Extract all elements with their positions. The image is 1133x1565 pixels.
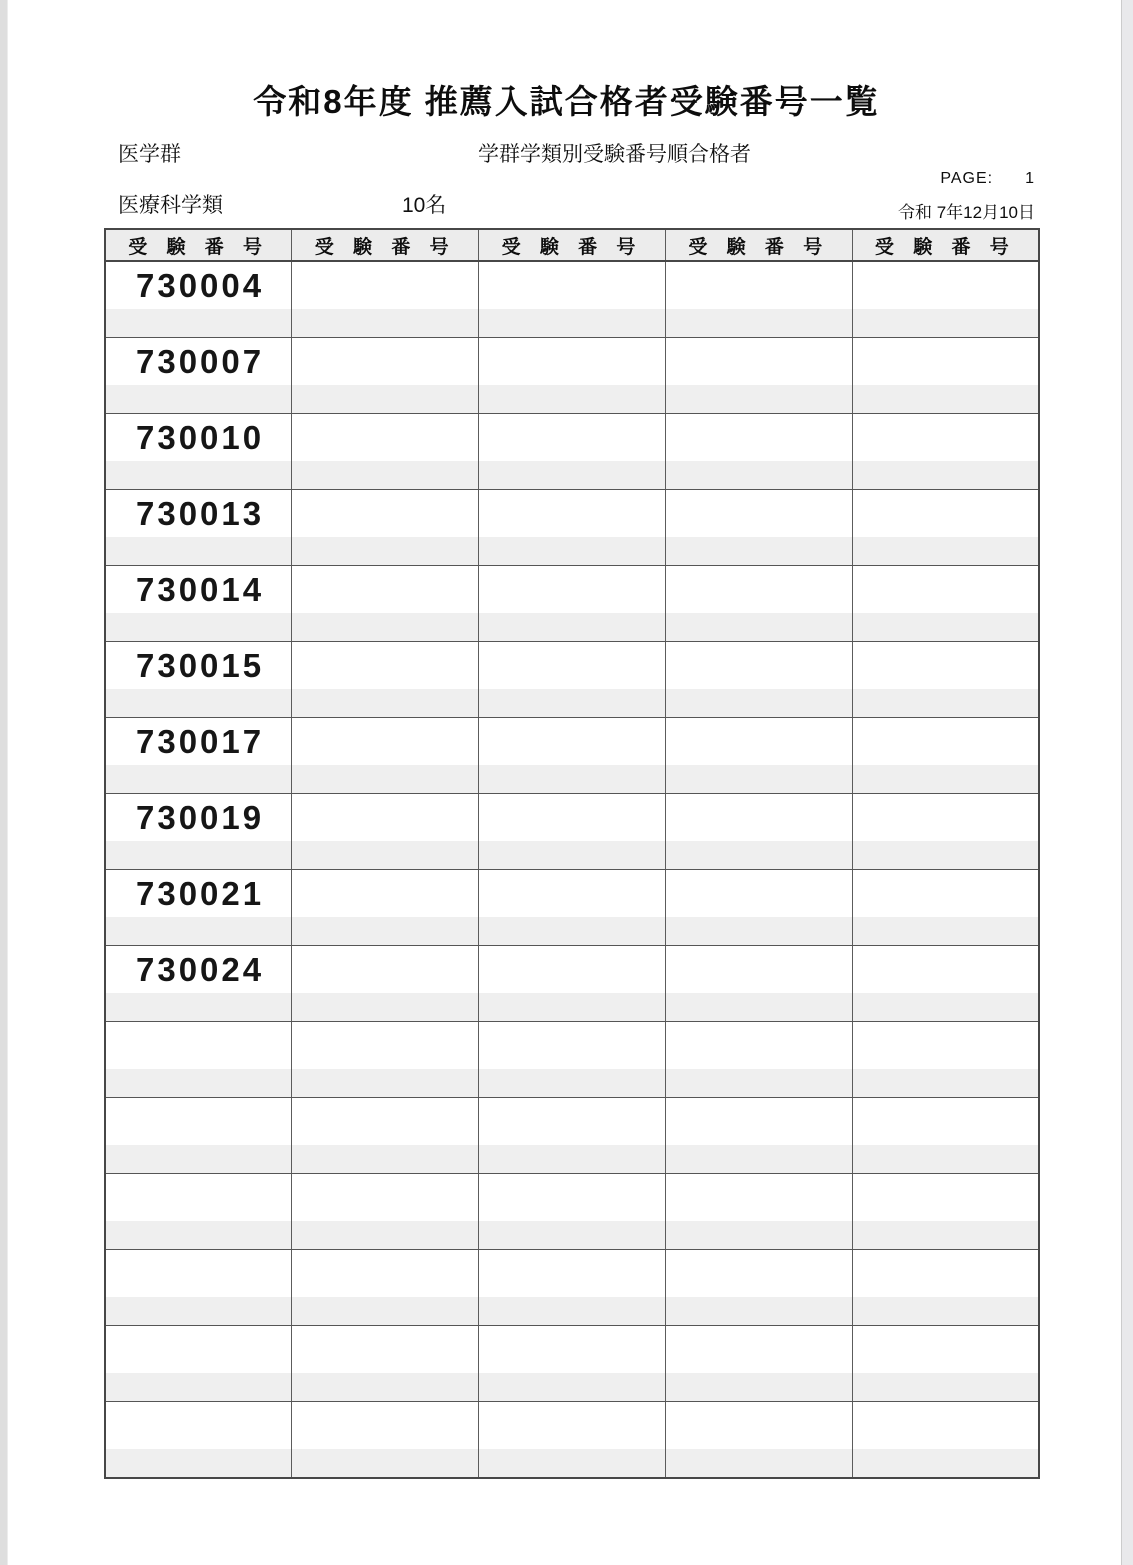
empty-cell: [292, 870, 479, 918]
empty-cell: [292, 946, 479, 994]
spacer-cell: [292, 841, 479, 870]
empty-cell: [292, 1174, 479, 1222]
empty-cell: [852, 414, 1039, 462]
empty-cell: [479, 794, 666, 842]
empty-cell: [479, 1250, 666, 1298]
empty-cell: [852, 642, 1039, 690]
spacer-row: [105, 1373, 1039, 1402]
page-label: PAGE:: [940, 170, 994, 187]
spacer-cell: [665, 1373, 852, 1402]
spacer-cell: [105, 309, 292, 338]
spacer-cell: [665, 689, 852, 718]
spacer-cell: [665, 385, 852, 414]
spacer-row: [105, 765, 1039, 794]
table-row: [105, 261, 1039, 309]
spacer-cell: [665, 309, 852, 338]
table-row: [105, 718, 1039, 766]
spacer-row: [105, 841, 1039, 870]
spacer-cell: [105, 1449, 292, 1478]
spacer-row: [105, 537, 1039, 566]
spacer-cell: [292, 613, 479, 642]
column-header-exam-number: 受 験 番 号: [292, 229, 479, 261]
empty-cell: [479, 414, 666, 462]
empty-cell: [479, 261, 666, 309]
spacer-cell: [852, 461, 1039, 490]
empty-cell: [292, 1250, 479, 1298]
empty-cell: [665, 261, 852, 309]
spacer-cell: [479, 1449, 666, 1478]
spacer-cell: [479, 461, 666, 490]
empty-cell: [292, 1098, 479, 1146]
empty-cell: [665, 946, 852, 994]
spacer-row: [105, 309, 1039, 338]
empty-cell: [665, 642, 852, 690]
page-number: 1: [1025, 170, 1035, 187]
spacer-cell: [665, 613, 852, 642]
spacer-cell: [852, 1373, 1039, 1402]
empty-cell: [852, 1174, 1039, 1222]
table-row: [105, 1250, 1039, 1298]
spacer-cell: [479, 765, 666, 794]
empty-cell: [292, 1402, 479, 1450]
spacer-cell: [105, 765, 292, 794]
empty-cell: [292, 718, 479, 766]
empty-cell: [479, 1022, 666, 1070]
spacer-cell: [479, 689, 666, 718]
spacer-cell: [292, 1221, 479, 1250]
department-label: 医療科学類: [118, 194, 223, 217]
spacer-row: [105, 461, 1039, 490]
pass-count: 10名: [402, 194, 447, 217]
spacer-cell: [665, 841, 852, 870]
spacer-cell: [292, 1069, 479, 1098]
empty-cell: [292, 794, 479, 842]
empty-cell: [852, 1250, 1039, 1298]
table-row: [105, 1022, 1039, 1070]
empty-cell: [479, 1174, 666, 1222]
empty-cell: [665, 718, 852, 766]
subtitle: 学群学類別受験番号順合格者: [478, 143, 751, 166]
empty-cell: [479, 566, 666, 614]
empty-cell: [479, 870, 666, 918]
empty-cell: [665, 794, 852, 842]
spacer-cell: [105, 1069, 292, 1098]
table-row: [105, 1174, 1039, 1222]
table-header-row: [105, 229, 1039, 261]
spacer-cell: [852, 1145, 1039, 1174]
spacer-cell: [105, 841, 292, 870]
empty-cell: [105, 1174, 292, 1222]
spacer-cell: [479, 309, 666, 338]
exam-number-cell: 730024: [105, 946, 292, 994]
spacer-cell: [479, 1221, 666, 1250]
spacer-cell: [105, 461, 292, 490]
spacer-cell: [105, 385, 292, 414]
spacer-cell: [852, 537, 1039, 566]
document-date: 令和 7年12月10日: [898, 203, 1035, 222]
spacer-cell: [292, 917, 479, 946]
spacer-row: [105, 613, 1039, 642]
empty-cell: [852, 946, 1039, 994]
empty-cell: [852, 718, 1039, 766]
column-header-exam-number: 受 験 番 号: [852, 229, 1039, 261]
table-row: [105, 870, 1039, 918]
spacer-cell: [105, 1297, 292, 1326]
spacer-cell: [665, 1069, 852, 1098]
table-row: [105, 642, 1039, 690]
spacer-cell: [292, 537, 479, 566]
empty-cell: [479, 490, 666, 538]
spacer-cell: [665, 461, 852, 490]
empty-cell: [665, 414, 852, 462]
empty-cell: [852, 261, 1039, 309]
empty-cell: [292, 338, 479, 386]
empty-cell: [665, 1250, 852, 1298]
empty-cell: [665, 566, 852, 614]
empty-cell: [665, 490, 852, 538]
page-left-edge: [0, 0, 8, 1565]
exam-number-cell: 730013: [105, 490, 292, 538]
exam-number-table: [104, 228, 1040, 1479]
spacer-cell: [665, 1221, 852, 1250]
empty-cell: [292, 566, 479, 614]
spacer-cell: [665, 1145, 852, 1174]
spacer-cell: [479, 1297, 666, 1326]
table-row: [105, 338, 1039, 386]
empty-cell: [852, 794, 1039, 842]
spacer-row: [105, 1297, 1039, 1326]
empty-cell: [852, 870, 1039, 918]
spacer-cell: [479, 1373, 666, 1402]
spacer-cell: [852, 841, 1039, 870]
spacer-cell: [479, 1145, 666, 1174]
page-indicator: [940, 170, 1035, 188]
spacer-cell: [292, 309, 479, 338]
spacer-cell: [292, 1297, 479, 1326]
spacer-cell: [665, 765, 852, 794]
spacer-cell: [852, 1069, 1039, 1098]
spacer-row: [105, 1449, 1039, 1478]
spacer-cell: [852, 385, 1039, 414]
spacer-cell: [479, 1069, 666, 1098]
empty-cell: [292, 642, 479, 690]
spacer-cell: [292, 765, 479, 794]
table-row: [105, 794, 1039, 842]
empty-cell: [852, 490, 1039, 538]
empty-cell: [852, 1402, 1039, 1450]
empty-cell: [292, 1022, 479, 1070]
spacer-cell: [479, 917, 666, 946]
spacer-row: [105, 1145, 1039, 1174]
empty-cell: [852, 1022, 1039, 1070]
exam-number-cell: 730017: [105, 718, 292, 766]
empty-cell: [665, 1174, 852, 1222]
empty-cell: [665, 1326, 852, 1374]
column-header-exam-number: 受 験 番 号: [479, 229, 666, 261]
page-title: 令和8年度 推薦入試合格者受験番号一覧: [253, 83, 880, 120]
table-row: [105, 490, 1039, 538]
spacer-cell: [665, 1297, 852, 1326]
spacer-cell: [852, 993, 1039, 1022]
empty-cell: [665, 1098, 852, 1146]
empty-cell: [292, 490, 479, 538]
table-row: [105, 946, 1039, 994]
spacer-cell: [105, 613, 292, 642]
empty-cell: [665, 1022, 852, 1070]
spacer-cell: [105, 689, 292, 718]
empty-cell: [479, 1326, 666, 1374]
empty-cell: [852, 566, 1039, 614]
empty-cell: [852, 1098, 1039, 1146]
spacer-cell: [292, 1373, 479, 1402]
spacer-cell: [852, 613, 1039, 642]
exam-number-cell: 730014: [105, 566, 292, 614]
empty-cell: [105, 1250, 292, 1298]
exam-number-table-wrap: [104, 228, 1040, 1479]
empty-cell: [665, 338, 852, 386]
spacer-cell: [105, 1221, 292, 1250]
table-row: [105, 566, 1039, 614]
spacer-cell: [665, 1449, 852, 1478]
empty-cell: [479, 1402, 666, 1450]
empty-cell: [105, 1098, 292, 1146]
empty-cell: [105, 1402, 292, 1450]
spacer-cell: [105, 537, 292, 566]
empty-cell: [292, 1326, 479, 1374]
spacer-cell: [479, 841, 666, 870]
empty-cell: [105, 1022, 292, 1070]
spacer-cell: [852, 1221, 1039, 1250]
spacer-cell: [852, 917, 1039, 946]
spacer-cell: [852, 689, 1039, 718]
spacer-row: [105, 689, 1039, 718]
faculty-group-label: 医学群: [118, 143, 181, 166]
exam-number-cell: 730019: [105, 794, 292, 842]
spacer-cell: [292, 1449, 479, 1478]
spacer-cell: [292, 461, 479, 490]
empty-cell: [479, 1098, 666, 1146]
empty-cell: [852, 338, 1039, 386]
spacer-cell: [292, 689, 479, 718]
spacer-cell: [292, 385, 479, 414]
exam-number-cell: 730015: [105, 642, 292, 690]
empty-cell: [665, 870, 852, 918]
empty-cell: [852, 1326, 1039, 1374]
exam-number-cell: 730010: [105, 414, 292, 462]
empty-cell: [479, 642, 666, 690]
spacer-cell: [479, 385, 666, 414]
spacer-cell: [105, 1373, 292, 1402]
spacer-row: [105, 1221, 1039, 1250]
table-row: [105, 1326, 1039, 1374]
spacer-row: [105, 917, 1039, 946]
column-header-exam-number: 受 験 番 号: [665, 229, 852, 261]
exam-number-cell: 730021: [105, 870, 292, 918]
exam-number-cell: 730004: [105, 261, 292, 309]
spacer-cell: [852, 309, 1039, 338]
spacer-cell: [105, 993, 292, 1022]
empty-cell: [292, 261, 479, 309]
empty-cell: [292, 414, 479, 462]
spacer-cell: [292, 993, 479, 1022]
empty-cell: [105, 1326, 292, 1374]
spacer-cell: [479, 613, 666, 642]
spacer-cell: [852, 765, 1039, 794]
table-row: [105, 1098, 1039, 1146]
spacer-row: [105, 993, 1039, 1022]
spacer-row: [105, 1069, 1039, 1098]
spacer-cell: [852, 1449, 1039, 1478]
spacer-cell: [852, 1297, 1039, 1326]
empty-cell: [665, 1402, 852, 1450]
empty-cell: [479, 946, 666, 994]
spacer-cell: [665, 993, 852, 1022]
table-row: [105, 414, 1039, 462]
empty-cell: [479, 718, 666, 766]
spacer-cell: [479, 993, 666, 1022]
spacer-cell: [292, 1145, 479, 1174]
exam-number-table-body: [105, 261, 1039, 1478]
spacer-cell: [105, 1145, 292, 1174]
exam-number-table-head: [105, 229, 1039, 261]
spacer-row: [105, 385, 1039, 414]
spacer-cell: [479, 537, 666, 566]
table-row: [105, 1402, 1039, 1450]
exam-number-cell: 730007: [105, 338, 292, 386]
column-header-exam-number: 受 験 番 号: [105, 229, 292, 261]
spacer-cell: [105, 917, 292, 946]
spacer-cell: [665, 917, 852, 946]
page-right-edge: [1121, 0, 1133, 1565]
empty-cell: [479, 338, 666, 386]
spacer-cell: [665, 537, 852, 566]
